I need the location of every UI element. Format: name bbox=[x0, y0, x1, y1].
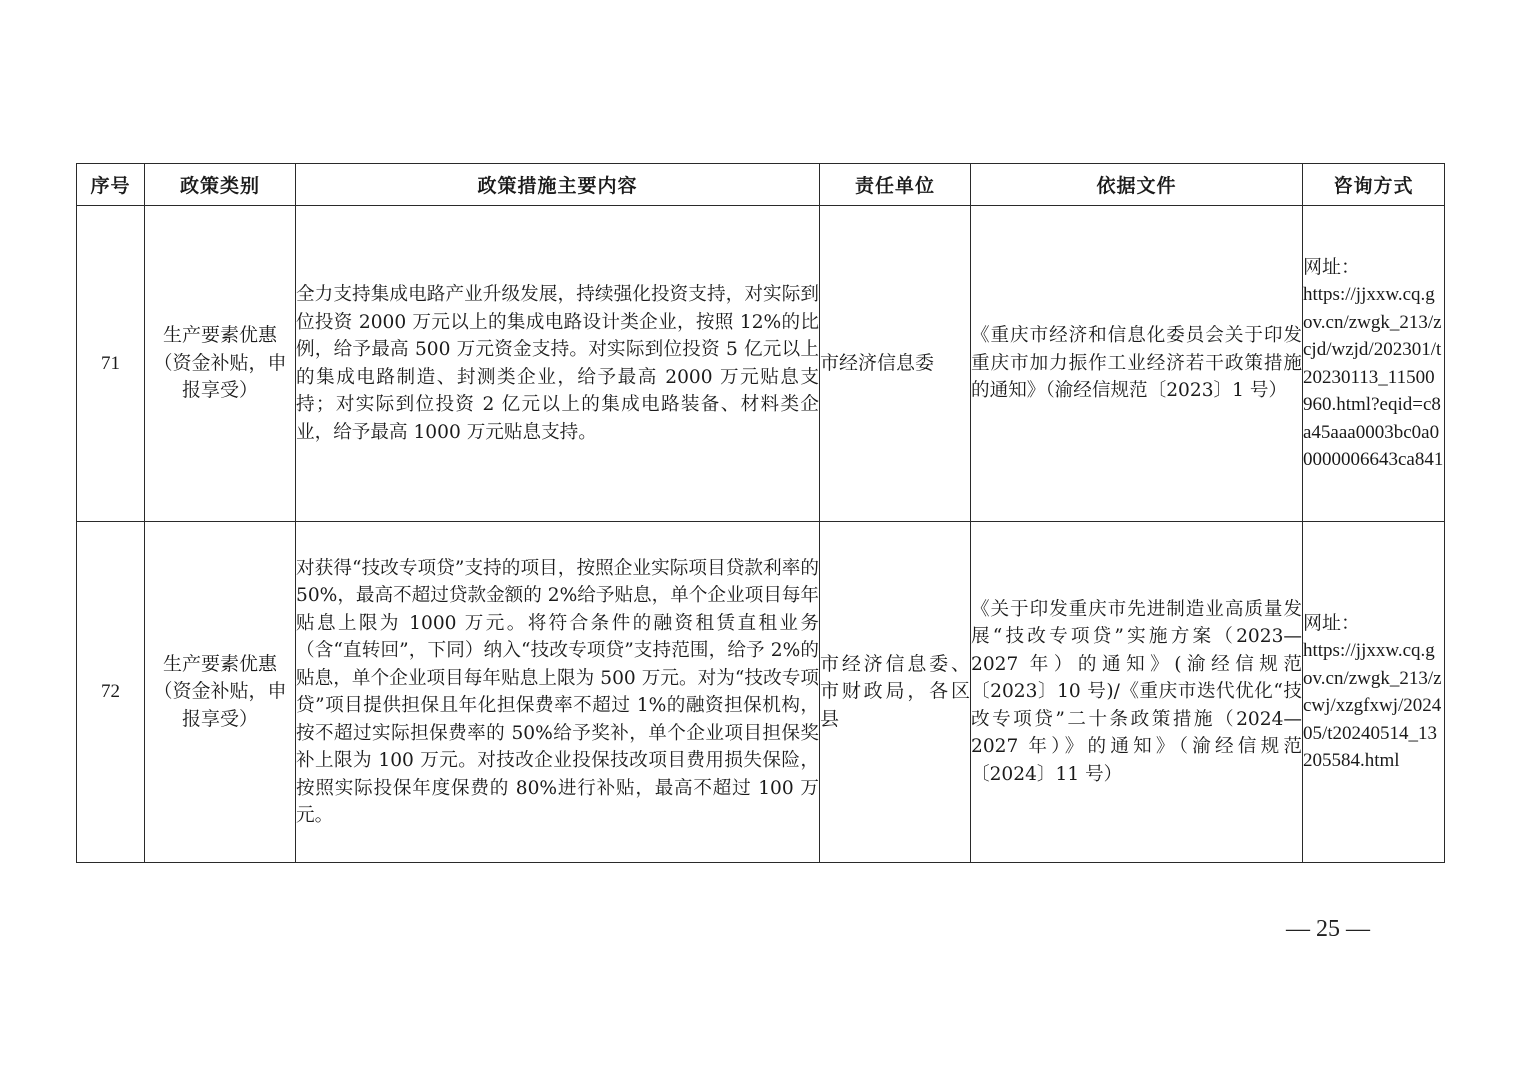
header-content: 政策措施主要内容 bbox=[296, 164, 820, 206]
contact-url[interactable]: https://jjxxw.cq.gov.cn/zwgk_213/zcjd/wzjd/202301/t20230113_11500960.html?eqid=c8a45aaa0003bc0a00000006643ca841 bbox=[1303, 284, 1444, 470]
header-basis: 依据文件 bbox=[971, 164, 1303, 206]
row-unit: 市经济信息委、市财政局，各区县 bbox=[820, 522, 971, 863]
page-number: — 25 — bbox=[1286, 916, 1370, 942]
contact-url[interactable]: https://jjxxw.cq.gov.cn/zwgk_213/zcwj/xzgfxwj/202405/t20240514_13205584.html bbox=[1303, 640, 1442, 771]
row-category: 生产要素优惠（资金补贴，申报享受） bbox=[145, 522, 296, 863]
policy-table bbox=[76, 163, 1445, 863]
contact-label: 网址： bbox=[1303, 256, 1361, 278]
table-row bbox=[77, 522, 1445, 863]
header-contact: 咨询方式 bbox=[1303, 164, 1445, 206]
header-unit: 责任单位 bbox=[820, 164, 971, 206]
row-basis: 《重庆市经济和信息化委员会关于印发重庆市加力振作工业经济若干政策措施的通知》（渝经信规范〔2023〕1 号） bbox=[971, 206, 1303, 522]
contact-label: 网址： bbox=[1303, 612, 1361, 634]
row-unit: 市经济信息委 bbox=[820, 206, 971, 522]
table-row bbox=[77, 206, 1445, 522]
table-header-row bbox=[77, 164, 1445, 206]
row-contact bbox=[1303, 522, 1445, 863]
row-content: 对获得“技改专项贷”支持的项目，按照企业实际项目贷款利率的 50%，最高不超过贷款金额的 2%给予贴息，单个企业项目每年贴息上限为 1000 万元。将符合条件的融资租赁直租业务（含“直转回”，下同）纳入“技改专项贷”支持范围，给予 2%的贴息，单个企业项目每年贴息上限为 500 万元。对为“技改专项贷”项目提供担保且年化担保费率不超过 1%的融资担保机构，按不超过实际担保费率的 50%给予奖补，单个企业项目担保奖补上限为 100 万元。对技改企业投保技改项目费用损失保险，按照实际投保年度保费的 80%进行补贴，最高不超过 100 万元。 bbox=[296, 522, 820, 863]
row-contact bbox=[1303, 206, 1445, 522]
row-number: 71 bbox=[77, 206, 145, 522]
row-basis: 《关于印发重庆市先进制造业高质量发展“技改专项贷”实施方案（2023—2027 年）的通知》(渝经信规范〔2023〕10 号)/《重庆市迭代优化“技改专项贷”二十条政策措施（2024—2027 年）》的通知》（渝经信规范〔2024〕11 号） bbox=[971, 522, 1303, 863]
header-category: 政策类别 bbox=[145, 164, 296, 206]
row-content: 全力支持集成电路产业升级发展，持续强化投资支持，对实际到位投资 2000 万元以上的集成电路设计类企业，按照 12%的比例，给予最高 500 万元资金支持。对实际到位投资 5 亿元以上的集成电路制造、封测类企业，给予最高 2000 万元贴息支持；对实际到位投资 2 亿元以上的集成电路装备、材料类企业，给予最高 1000 万元贴息支持。 bbox=[296, 206, 820, 522]
row-number: 72 bbox=[77, 522, 145, 863]
row-category: 生产要素优惠（资金补贴，申报享受） bbox=[145, 206, 296, 522]
header-number: 序号 bbox=[77, 164, 145, 206]
